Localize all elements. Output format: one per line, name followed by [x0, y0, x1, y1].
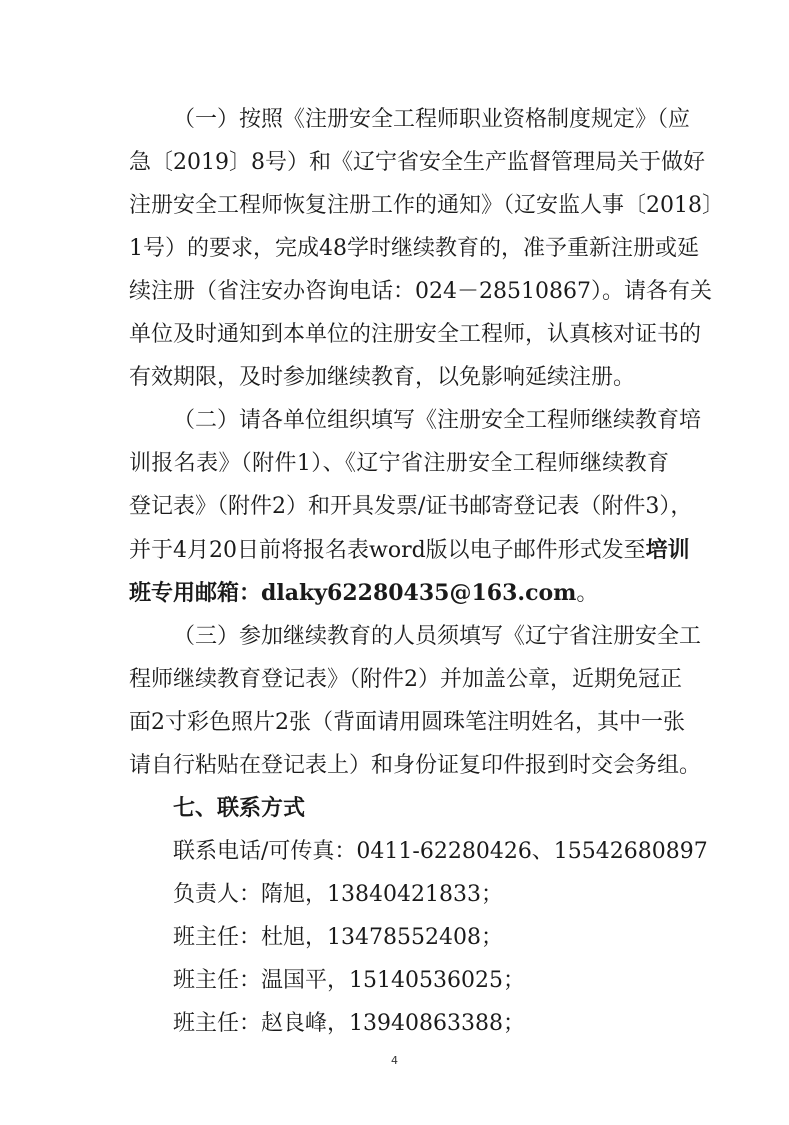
paragraph-1-line-7: 有效期限，及时参加继续教育，以免影响延续注册。 — [129, 365, 636, 390]
contact-class-teacher-3: 班主任：赵良峰，13940863388； — [173, 1011, 525, 1036]
paragraph-2-line-4-bold-text: 培训 — [645, 537, 690, 563]
paragraph-1-line-1: （一）按照《注册安全工程师职业资格制度规定》（应 — [173, 107, 691, 132]
contact-phone-fax: 联系电话/可传真：0411-62280426、15542680897 — [173, 839, 708, 864]
paragraph-2-line-3: 登记表》（附件2）和开具发票/证书邮寄登记表（附件3）， — [129, 494, 693, 519]
paragraph-1-line-3: 注册安全工程师恢复注册工作的通知》（辽安监人事〔2018〕 — [129, 193, 724, 218]
contact-class-teacher-2: 班主任：温国平，15140536025； — [173, 968, 525, 993]
contact-class-teacher-1: 班主任：杜旭，13478552408； — [173, 925, 503, 950]
paragraph-3-line-3: 面2寸彩色照片2张（背面请用圆珠笔注明姓名，其中一张 — [129, 710, 685, 735]
paragraph-1-line-5: 续注册（省注安办咨询电话：024－28510867）。请各有关 — [129, 279, 712, 304]
paragraph-3-line-4: 请自行粘贴在登记表上）和身份证复印件报到时交会务组。 — [129, 753, 702, 778]
section-heading-contact: 七、联系方式 — [173, 796, 306, 821]
contact-person-in-charge: 负责人：隋旭，13840421833； — [173, 882, 503, 907]
page-number: 4 — [391, 1054, 398, 1067]
paragraph-1-line-4: 1号）的要求，完成48学时继续教育的，准予重新注册或延 — [129, 236, 699, 261]
paragraph-1-line-6: 单位及时通知到本单位的注册安全工程师，认真核对证书的 — [129, 322, 702, 347]
paragraph-1-line-2: 急〔2019〕8号）和《辽宁省安全生产监督管理局关于做好 — [129, 150, 705, 175]
paragraph-2-line-5 — [129, 573, 669, 613]
paragraph-3-line-2: 程师继续教育登记表》（附件2）并加盖公章，近期免冠正 — [129, 667, 682, 692]
paragraph-2-line-2: 训报名表》（附件1）、《辽宁省注册安全工程师继续教育 — [129, 451, 669, 476]
paragraph-3-line-1: （三）参加继续教育的人员须填写《辽宁省注册安全工 — [173, 624, 702, 649]
paragraph-2-line-5-text: 。 — [576, 581, 599, 606]
paragraph-2-line-4 — [129, 530, 690, 570]
paragraph-2-line-1: （二）请各单位组织填写《注册安全工程师继续教育培 — [173, 408, 702, 433]
paragraph-2-line-4-text: 并于4月20日前将报名表word版以电子邮件形式发至 — [129, 538, 646, 563]
training-email-address: 班专用邮箱：dlaky62280435@163.com — [129, 580, 577, 606]
